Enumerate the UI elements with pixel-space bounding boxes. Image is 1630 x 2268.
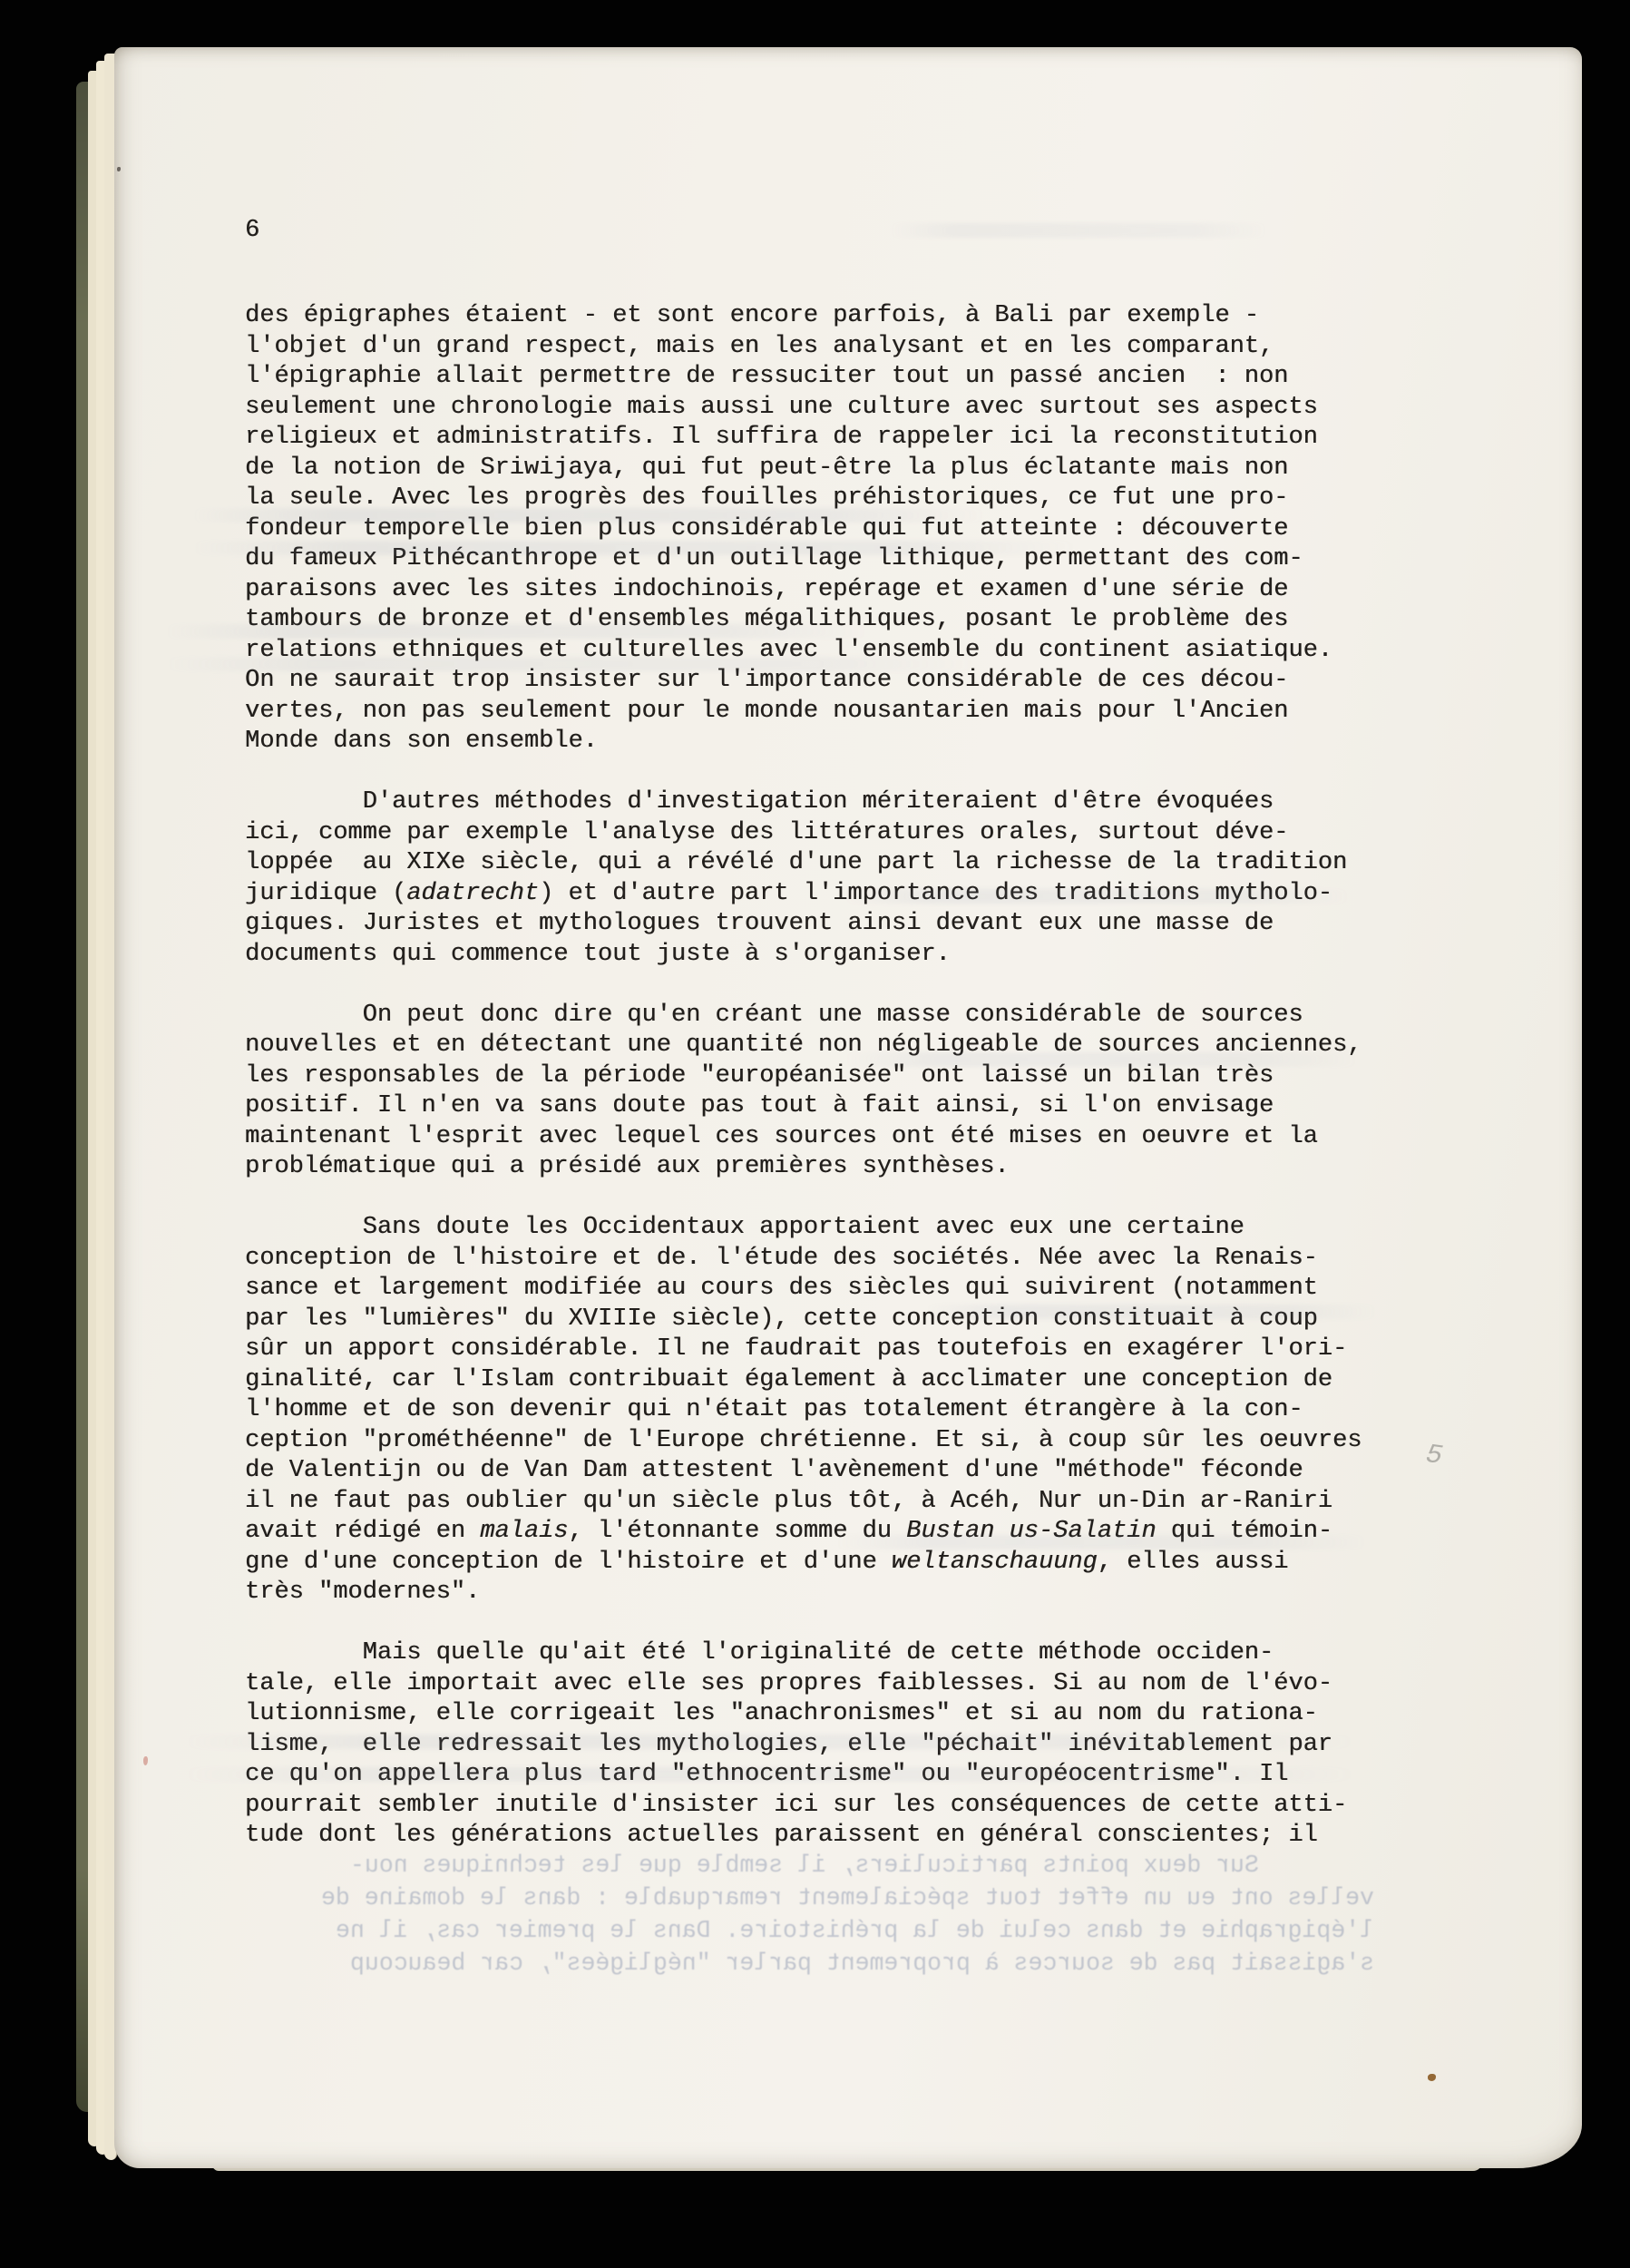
text-line	[245, 787, 1397, 818]
text-line	[245, 1669, 1397, 1700]
text-segment: gne d'une conception de l'histoire et d'une	[245, 1548, 892, 1576]
text-line	[245, 1791, 1397, 1822]
text-line	[245, 1426, 1397, 1457]
text-line	[245, 940, 1397, 971]
text-segment: Mais quelle qu'ait été l'originalité de cette méthode occiden-	[245, 1639, 1274, 1667]
text-line	[245, 1395, 1397, 1426]
text-line	[245, 544, 1397, 575]
text-segment: tambours de bronze et d'ensembles mégalithiques, posant le problème des	[245, 606, 1289, 633]
text-line	[245, 1730, 1397, 1761]
paper-page	[114, 47, 1582, 2168]
paragraph	[245, 1213, 1397, 1608]
text-line	[245, 1821, 1397, 1852]
text-line	[245, 1122, 1397, 1153]
page-stack	[76, 47, 1582, 2172]
text-segment: Monde dans son ensemble.	[245, 728, 598, 755]
text-segment: positif. Il n'en va sans doute pas tout à fait ainsi, si l'on envisage	[245, 1092, 1274, 1119]
text-line	[245, 1061, 1397, 1092]
text-segment: ici, comme par exemple l'analyse des littératures orales, surtout déve-	[245, 818, 1289, 846]
text-line	[245, 332, 1397, 363]
text-line	[245, 697, 1397, 728]
text-segment: , elles aussi	[1097, 1548, 1289, 1576]
bleedthrough-line: l'épigraphie et dans celui de la préhistoire. Dans le premier cas, il ne	[336, 1917, 1374, 1944]
text-line	[245, 848, 1397, 879]
text-segment: , l'étonnante somme du	[568, 1518, 907, 1545]
text-segment: tude dont les générations actuelles paraissent en général conscientes; il	[245, 1822, 1318, 1849]
text-segment: On ne saurait trop insister sur l'importance considérable de ces décou-	[245, 667, 1289, 694]
text-line	[245, 879, 1397, 910]
text-segment: loppée au XIXe siècle, qui a révélé d'une part la richesse de la tradition	[245, 849, 1348, 876]
text-line	[245, 1334, 1397, 1365]
text-segment: Sans doute les Occidentaux apportaient avec eux une certaine	[245, 1214, 1244, 1241]
text-segment: lisme, elle redressait les mythologies, elle "péchait" inévitablement par	[245, 1730, 1332, 1758]
pencil-mark: 5	[1423, 1439, 1445, 1473]
text-segment: les responsables de la période "européanisée" ont laissé un bilan très	[245, 1061, 1274, 1090]
text-line	[245, 1244, 1397, 1275]
text-line	[245, 423, 1397, 454]
text-line	[245, 666, 1397, 697]
italic-text: malais	[480, 1518, 569, 1545]
text-line	[245, 1152, 1397, 1183]
text-line	[245, 1760, 1397, 1791]
text-line	[245, 1213, 1397, 1244]
text-line	[245, 393, 1397, 424]
text-segment: avait rédigé en	[245, 1518, 481, 1545]
text-segment: On peut donc dire qu'en créant une masse considérable de sources	[245, 1001, 1303, 1029]
bleedthrough-line: Sur deux points particuliers, il semble que les techniques nou-	[349, 1852, 1374, 1879]
text-segment: l'épigraphie allait permettre de ressuciter tout un passé ancien : non	[245, 363, 1289, 390]
text-segment: conception de l'histoire et de. l'étude des sociétés. Née avec la Renais-	[245, 1244, 1318, 1272]
text-segment: paraisons avec les sites indochinois, repérage et examen d'une série de	[245, 575, 1289, 603]
text-line	[245, 636, 1397, 667]
page-number: 6	[245, 217, 260, 244]
text-line	[245, 1031, 1397, 1061]
text-segment: maintenant l'esprit avec lequel ces sources ont été mises en oeuvre et la	[245, 1122, 1318, 1150]
text-line	[245, 605, 1397, 636]
text-segment: juridique (	[245, 879, 407, 907]
text-segment: lutionnisme, elle corrigeait les "anachronismes" et si au nom du rationa-	[245, 1700, 1318, 1727]
bleedthrough-line: s'agissait pas de sources à proprement parler "négligées", car beaucoup	[349, 1950, 1374, 1977]
text-segment: nouvelles et en détectant une quantité non négligeable de sources anciennes,	[245, 1031, 1362, 1059]
text-segment: des épigraphes étaient - et sont encore parfois, à Bali par exemple -	[245, 302, 1259, 329]
text-line	[245, 1638, 1397, 1669]
text-segment: l'objet d'un grand respect, mais en les analysant et en les comparant,	[245, 332, 1274, 360]
paragraph	[245, 1001, 1397, 1183]
text-segment: du fameux Pithécanthrope et d'un outillage lithique, permettant des com-	[245, 545, 1303, 572]
text-segment: par les "lumières" du XVIIIe siècle), cette conception constituait à coup	[245, 1305, 1318, 1333]
text-segment: religieux et administratifs. Il suffira de rappeler ici la reconstitution	[245, 424, 1318, 451]
text-segment: ception "prométhéenne" de l'Europe chrétienne. Et si, à coup sûr les oeuvres	[245, 1426, 1362, 1454]
text-line	[245, 454, 1397, 484]
text-line	[245, 1456, 1397, 1487]
text-segment: la seule. Avec les progrès des fouilles préhistoriques, ce fut une pro-	[245, 484, 1289, 512]
text-line	[245, 1699, 1397, 1730]
text-segment: relations ethniques et culturelles avec l'ensemble du continent asiatique.	[245, 636, 1332, 664]
text-block	[245, 301, 1397, 1882]
text-line	[245, 1487, 1397, 1518]
text-line	[245, 1274, 1397, 1305]
text-line	[245, 1305, 1397, 1335]
bleedthrough-line: velles ont eu un effet tout spécialement remarquable : dans le domaine de	[321, 1884, 1374, 1911]
paragraph	[245, 1638, 1397, 1852]
text-segment: de la notion de Sriwijaya, qui fut peut-être la plus éclatante mais non	[245, 454, 1289, 482]
text-segment: tale, elle importait avec elle ses propres faiblesses. Si au nom de l'évo-	[245, 1669, 1332, 1697]
text-segment: giques. Juristes et mythologues trouvent ainsi devant eux une masse de	[245, 910, 1274, 937]
text-line	[245, 575, 1397, 606]
text-segment: sûr un apport considérable. Il ne faudrait pas toutefois en exagérer l'ori-	[245, 1335, 1348, 1363]
text-segment: vertes, non pas seulement pour le monde nousantarien mais pour l'Ancien	[245, 697, 1289, 725]
text-segment: pourrait sembler inutile d'insister ici sur les conséquences de cette atti-	[245, 1791, 1348, 1819]
italic-text: weltanschauung	[891, 1548, 1098, 1576]
text-segment: ) et d'autre part l'importance des traditions mytholo-	[539, 879, 1333, 907]
text-segment: ginalité, car l'Islam contribuait également à acclimater une conception de	[245, 1365, 1332, 1393]
text-segment: ce qu'on appellera plus tard "ethnocentrisme" ou "européocentrisme". Il	[245, 1761, 1289, 1788]
text-segment: fondeur temporelle bien plus considérable qui fut atteinte : découverte	[245, 514, 1289, 543]
text-line	[245, 1001, 1397, 1031]
text-line	[245, 1548, 1397, 1579]
text-segment: seulement une chronologie mais aussi une culture avec surtout ses aspects	[245, 393, 1318, 421]
text-line	[245, 1517, 1397, 1548]
text-line	[245, 484, 1397, 514]
text-segment: il ne faut pas oublier qu'un siècle plus tôt, à Acéh, Nur un-Din ar-Raniri	[245, 1487, 1332, 1515]
text-line	[245, 1365, 1397, 1396]
text-segment: de Valentijn ou de Van Dam attestent l'avènement d'une "méthode" féconde	[245, 1457, 1303, 1484]
paragraph	[245, 787, 1397, 970]
text-segment: problématique qui a présidé aux premières synthèses.	[245, 1153, 1010, 1180]
text-segment: sance et largement modifiée au cours des siècles qui suivirent (notamment	[245, 1275, 1318, 1302]
text-line	[245, 1578, 1397, 1608]
text-segment: l'homme et de son devenir qui n'était pas totalement étrangère à la con-	[245, 1396, 1303, 1423]
text-line	[245, 727, 1397, 758]
text-segment: très "modernes".	[245, 1579, 481, 1606]
text-line	[245, 362, 1397, 393]
text-segment: documents qui commence tout juste à s'organiser.	[245, 940, 951, 968]
italic-text: adatrecht	[406, 879, 540, 907]
text-line	[245, 514, 1397, 545]
text-line	[245, 1091, 1397, 1122]
italic-text: Bustan us-Salatin	[906, 1518, 1157, 1545]
text-line	[245, 818, 1397, 849]
text-line	[245, 301, 1397, 332]
text-line	[245, 909, 1397, 940]
text-segment: qui témoin-	[1156, 1518, 1333, 1545]
paragraph	[245, 301, 1397, 758]
text-segment: D'autres méthodes d'investigation mériteraient d'être évoquées	[245, 788, 1274, 816]
